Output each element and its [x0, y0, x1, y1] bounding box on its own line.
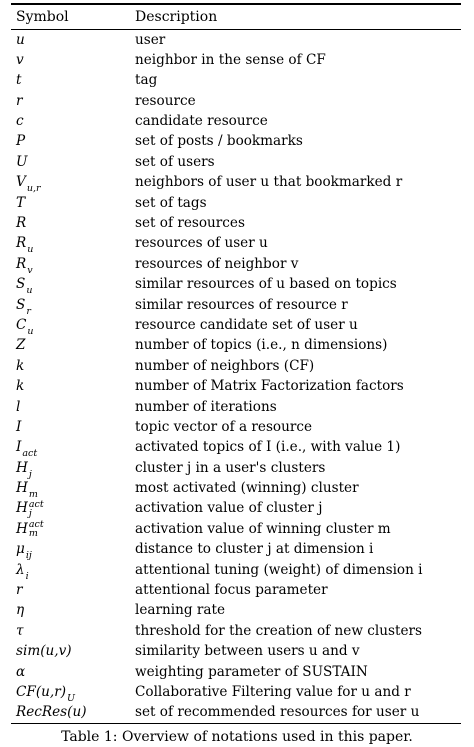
description-cell: set of recommended resources for user u	[135, 704, 420, 721]
description-cell: resources of neighbor v	[135, 255, 299, 272]
table-row	[11, 50, 461, 70]
description-cell: tag	[135, 72, 158, 89]
table-row	[11, 213, 461, 233]
table-row	[11, 111, 461, 131]
table-row	[11, 397, 461, 417]
table-body	[11, 30, 461, 723]
symbol-cell: H act m	[16, 519, 44, 540]
table-row	[11, 560, 461, 580]
table-row	[11, 152, 461, 172]
table-row	[11, 682, 461, 702]
notation-table	[11, 3, 461, 724]
table-row	[11, 233, 461, 256]
symbol-cell: CF(u,r) U	[16, 684, 76, 704]
description-cell: number of iterations	[135, 398, 277, 415]
description-cell: resource candidate set of user u	[135, 316, 358, 333]
description-cell: topic vector of a resource	[135, 418, 313, 435]
description-cell: activation value of winning cluster m	[135, 520, 391, 537]
description-cell: activation value of cluster j	[135, 500, 323, 517]
symbol-cell: Z	[16, 337, 26, 354]
symbol-cell: T	[16, 194, 26, 211]
table-row	[11, 458, 461, 478]
description-cell: distance to cluster j at dimension i	[135, 541, 374, 558]
description-cell: set of users	[135, 153, 215, 170]
symbol-cell: R u	[16, 235, 34, 256]
header-symbol: Symbol	[16, 8, 69, 25]
symbol-cell: t	[16, 72, 22, 89]
bottom-rule	[11, 723, 461, 725]
symbol-cell: u	[16, 31, 25, 48]
table-row	[11, 417, 461, 437]
table-row	[11, 600, 461, 620]
description-cell: activated topics of I (i.e., with value 1)	[135, 439, 401, 456]
table-row	[11, 641, 461, 661]
table-caption: Table 1: Overview of notations used in this paper.	[61, 729, 413, 745]
table-row	[11, 193, 461, 213]
symbol-cell: l	[16, 398, 21, 415]
table-row	[11, 356, 461, 376]
table-row	[11, 172, 461, 195]
symbol-cell: I	[16, 418, 22, 435]
table-row	[11, 376, 461, 396]
table-row	[11, 295, 461, 315]
description-cell: most activated (winning) cluster	[135, 480, 359, 497]
symbol-cell: λ i	[16, 561, 29, 582]
description-cell: weighting parameter of SUSTAIN	[135, 663, 368, 680]
symbol-cell: I act	[16, 439, 38, 460]
description-cell: user	[135, 31, 166, 48]
symbol-cell: η	[16, 602, 25, 619]
description-cell: similar resources of resource r	[135, 296, 348, 313]
table-row	[11, 30, 461, 50]
table-row	[11, 437, 461, 460]
table-row	[11, 315, 461, 335]
symbol-cell: S r	[16, 296, 31, 317]
symbol-cell: τ	[16, 622, 24, 639]
description-cell: set of posts / bookmarks	[135, 133, 303, 150]
description-cell: threshold for the creation of new clusters	[135, 622, 422, 639]
table-row	[11, 91, 461, 111]
table-row	[11, 621, 461, 641]
description-cell: number of topics (i.e., n dimensions)	[135, 337, 388, 354]
table-row	[11, 662, 461, 682]
table-row	[11, 498, 461, 518]
table-header	[11, 5, 461, 29]
header-description: Description	[135, 8, 218, 25]
description-cell: learning rate	[135, 602, 225, 619]
table-row	[11, 478, 461, 501]
symbol-cell: k	[16, 357, 25, 374]
symbol-cell: k	[16, 378, 25, 395]
description-cell: set of tags	[135, 194, 207, 211]
symbol-cell: H act j	[16, 498, 44, 519]
symbol-cell: sim(u,v)	[16, 643, 72, 660]
table-row	[11, 539, 461, 562]
symbol-cell: r	[16, 92, 23, 109]
symbol-cell: r	[16, 582, 23, 599]
table-row	[11, 580, 461, 600]
description-cell: cluster j in a user's clusters	[135, 459, 326, 476]
table-row	[11, 274, 461, 297]
description-cell: attentional tuning (weight) of dimension i	[135, 561, 423, 578]
description-cell: number of neighbors (CF)	[135, 357, 315, 374]
symbol-cell: U	[16, 153, 28, 170]
table-row	[11, 70, 461, 90]
table-row	[11, 702, 461, 722]
symbol-cell: R v	[16, 255, 33, 276]
symbol-cell: H j	[16, 459, 32, 480]
description-cell: set of resources	[135, 215, 245, 232]
symbol-cell: μ ij	[16, 541, 32, 562]
description-cell: neighbor in the sense of CF	[135, 51, 326, 68]
description-cell: resource	[135, 92, 196, 109]
symbol-cell: RecRes(u)	[16, 704, 87, 721]
description-cell: similarity between users u and v	[135, 643, 360, 660]
symbol-cell: P	[16, 133, 26, 150]
table-row	[11, 131, 461, 151]
table-row	[11, 519, 461, 539]
symbol-cell: v	[16, 51, 24, 68]
description-cell: number of Matrix Factorization factors	[135, 378, 404, 395]
description-cell: Collaborative Filtering value for u and r	[135, 684, 411, 700]
symbol-cell: V u,r	[16, 174, 41, 195]
symbol-cell: c	[16, 113, 24, 130]
description-cell: neighbors of user u that bookmarked r	[135, 174, 403, 191]
symbol-cell: C u	[16, 316, 34, 337]
description-cell: resources of user u	[135, 235, 268, 252]
table-row	[11, 335, 461, 355]
table-row	[11, 254, 461, 274]
description-cell: candidate resource	[135, 113, 268, 130]
description-cell: similar resources of u based on topics	[135, 276, 397, 293]
symbol-cell: H m	[16, 480, 38, 501]
description-cell: attentional focus parameter	[135, 582, 328, 599]
symbol-cell: S u	[16, 276, 33, 297]
symbol-cell: α	[16, 663, 26, 680]
symbol-cell: R	[16, 215, 27, 232]
